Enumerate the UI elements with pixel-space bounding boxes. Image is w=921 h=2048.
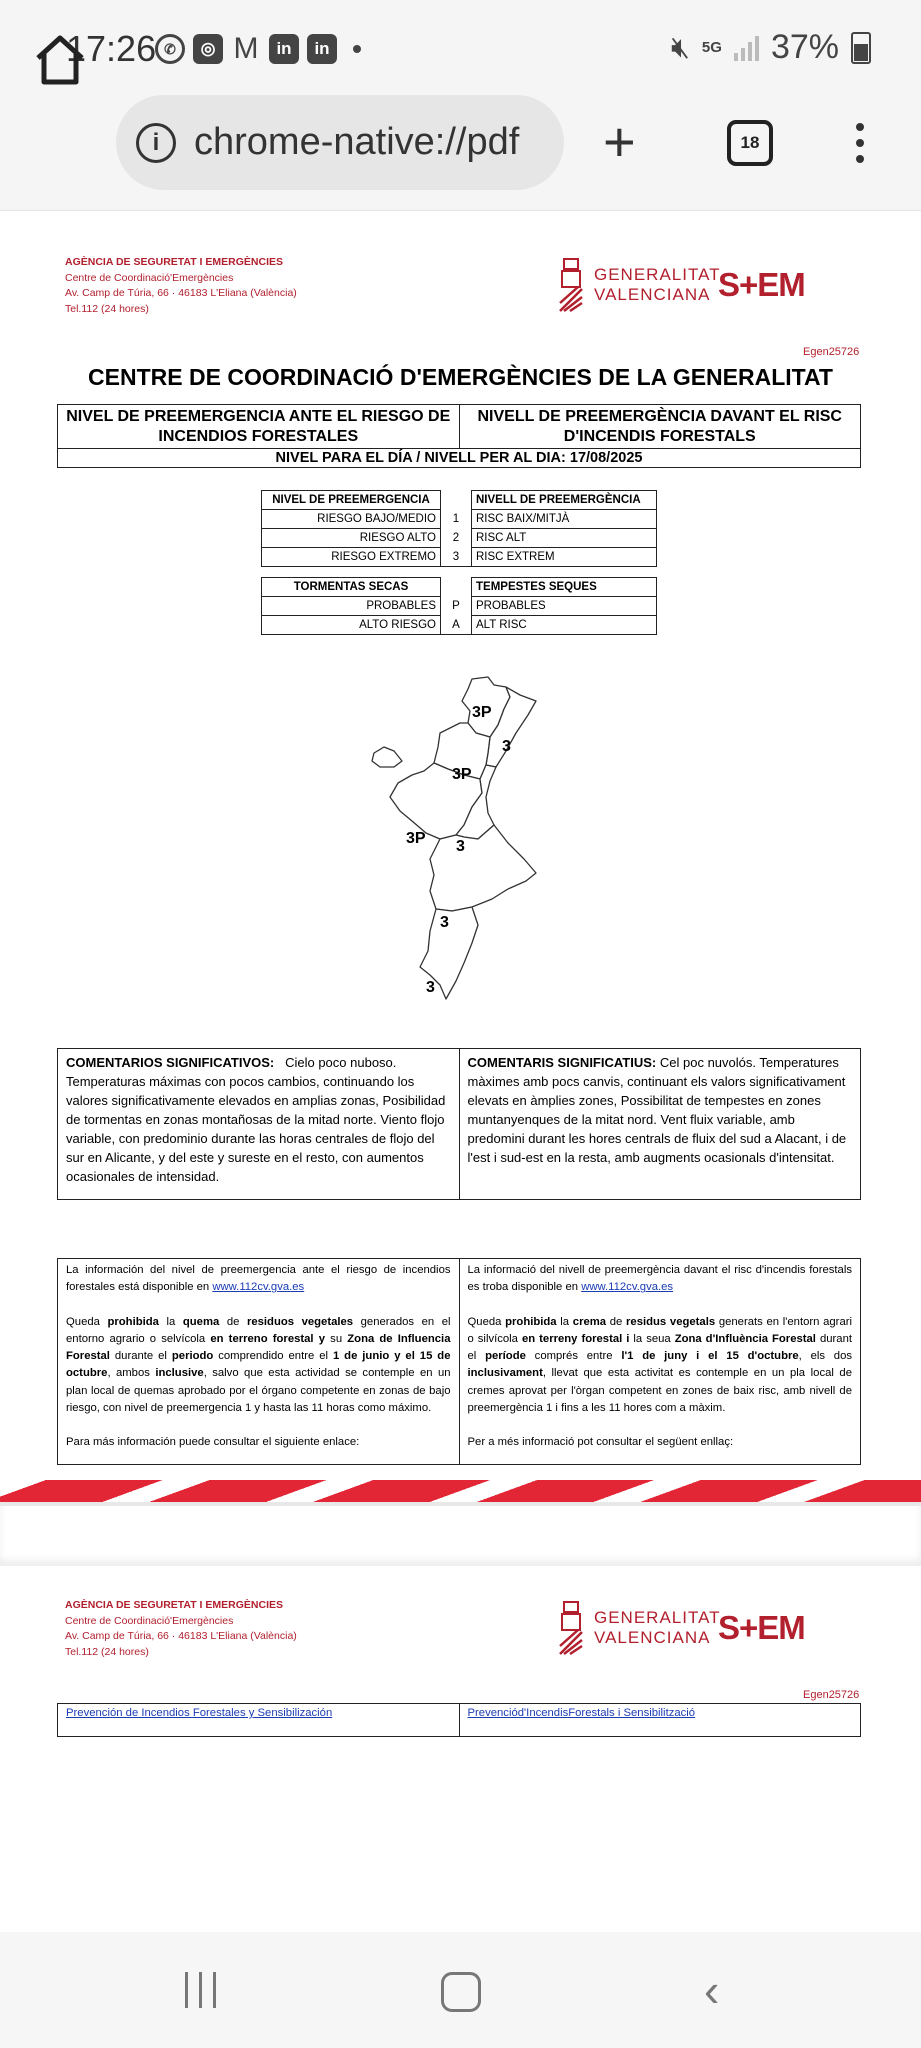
info-va	[459, 1259, 861, 1465]
subtitle-es: NIVEL DE PREEMERGENCIA ANTE EL RIESGO DE INCENDIOS FORESTALES	[58, 405, 460, 449]
url-text[interactable]: chrome-native://pdf	[194, 121, 520, 163]
doc-code: Egen25726	[803, 1689, 860, 1701]
notification-icons	[155, 34, 361, 64]
whatsapp-icon: ✆	[155, 34, 185, 64]
map-label: 3P	[406, 830, 426, 847]
agency-street: Av. Camp de Túria, 66 · 46183 L'Eliana (València)	[65, 287, 297, 299]
info-va-more: Per a més informació pot consultar el següent enllaç:	[467, 1436, 734, 1449]
gv-crest-icon	[558, 257, 584, 313]
instagram-icon: ◎	[193, 34, 223, 64]
map-label: 3	[440, 914, 449, 931]
mute-icon: 🔇︎	[671, 30, 690, 64]
more-notifications-icon	[353, 45, 361, 53]
generalitat-logo-page2	[558, 1600, 721, 1656]
storms-code: A	[441, 616, 472, 635]
gv-name-line2: VALENCIANA	[594, 1628, 711, 1647]
storms-es: PROBABLES	[262, 597, 441, 616]
link-cell-es	[58, 1704, 460, 1737]
legend-es: RIESGO EXTREMO	[262, 548, 441, 567]
storms-va: PROBABLES	[472, 597, 657, 616]
site-info-icon[interactable]: i	[136, 123, 176, 163]
agency-center: Centre de Coordinació'Emergències	[65, 271, 234, 284]
legend-va: RISC ALT	[472, 529, 657, 548]
document-title: CENTRE DE COORDINACIÓ D'EMERGÈNCIES DE LA GENERALITAT	[88, 364, 833, 390]
signal-icon	[734, 35, 759, 61]
legend-code: 1	[441, 510, 472, 529]
map-label: 3P	[472, 704, 492, 721]
generalitat-logo	[558, 257, 721, 313]
info-table	[57, 1258, 861, 1465]
table-row	[262, 529, 657, 548]
region-map	[360, 675, 550, 1015]
agency-name: AGÈNCIA DE SEGURETAT I EMERGÈNCIES	[65, 256, 283, 268]
more-menu-icon[interactable]	[856, 123, 864, 171]
map-label: 3	[426, 979, 435, 996]
agency-name: AGÈNCIA DE SEGURETAT I EMERGÈNCIES	[65, 1599, 283, 1611]
sem-logo: S+EM	[718, 1609, 805, 1646]
battery-level: 37%	[770, 28, 839, 66]
agency-address	[65, 255, 297, 317]
map-label: 3	[502, 738, 511, 755]
info-es	[58, 1259, 460, 1465]
map-label: 3P	[452, 766, 472, 783]
gv-crest-icon	[558, 1600, 584, 1656]
table-row	[262, 510, 657, 529]
status-time: 17:26	[66, 28, 157, 69]
storms-es: ALTO RIESGO	[262, 616, 441, 635]
system-icons	[671, 28, 871, 67]
legend-va: RISC EXTREM	[472, 548, 657, 567]
home-button[interactable]	[441, 1972, 481, 2012]
info-es-more: Para más información puede consultar el siguiente enlace:	[66, 1436, 360, 1449]
agency-center: Centre de Coordinació'Emergències	[65, 1614, 234, 1627]
gmail-icon: M	[233, 32, 259, 65]
comments-es-label: COMENTARIOS SIGNIFICATIVOS:	[66, 1055, 275, 1070]
map-label: 3	[456, 838, 465, 855]
link-cell-va	[459, 1704, 861, 1737]
legend-es: RIESGO BAJO/MEDIO	[262, 510, 441, 529]
recent-apps-button[interactable]	[185, 1972, 216, 2008]
new-tab-button[interactable]: +	[603, 110, 636, 173]
home-icon[interactable]	[30, 30, 90, 90]
gva-link[interactable]: www.112cv.gva.es	[581, 1281, 674, 1294]
gv-name-line1: GENERALITAT	[594, 265, 721, 284]
legend-code: 3	[441, 548, 472, 567]
subtitle-table	[57, 404, 861, 468]
storms-header-es: TORMENTAS SECAS	[262, 578, 441, 597]
date-line: NIVEL PARA EL DÍA / NIVELL PER AL DIA: 17/08/2025	[58, 449, 861, 468]
info-va-intro: La informació del nivell de preemergència davant el risc d'incendis forestals es troba disponible en	[467, 1264, 852, 1294]
address-bar[interactable]	[116, 95, 564, 190]
battery-icon	[851, 32, 871, 64]
subtitle-va: NIVELL DE PREEMERGÈNCIA DAVANT EL RISC D'INCENDIS FORESTALS	[459, 405, 861, 449]
back-button[interactable]: ‹	[704, 1964, 720, 2016]
table-row	[262, 548, 657, 567]
comments-es	[58, 1049, 460, 1200]
linkedin-icon: in	[269, 34, 299, 64]
info-es-intro: La información del nivel de preemergencia ante el riesgo de incendios forestales está disponible en	[66, 1264, 451, 1294]
comments-va-text: Cel poc nuvolós. Temperatures màximes amb pocs canvis, continuant els valors significativament elevats en àmplies zones, Possibilitat de tempestes en zones muntanyenques de la mitat nord. Vent fluix variable, amb predomini durant les hores centrals de fluix del sud a Alacant, i de l'est i sud-est en la resta, amb augments ocasionals d'intensitat.	[467, 1055, 847, 1165]
storms-header-va: TEMPESTES SEQUES	[472, 578, 657, 597]
network-type: 5G	[701, 39, 722, 56]
storms-code: P	[441, 597, 472, 616]
comments-table	[57, 1048, 861, 1200]
linkedin-icon: in	[307, 34, 337, 64]
agency-phone: Tel.112 (24 hores)	[65, 302, 149, 315]
gv-name-line1: GENERALITAT	[594, 1608, 721, 1627]
legend-header-va: NIVELL DE PREEMERGÈNCIA	[472, 491, 657, 510]
page-separator	[0, 1502, 921, 1566]
tab-switcher-button[interactable]: 18	[727, 120, 773, 166]
table-row	[262, 597, 657, 616]
prevention-link-va[interactable]: Prevenciód'IncendisForestals i Sensibilització	[467, 1707, 696, 1719]
info-va-prohibition: Queda prohibida la crema de residus vegetals generats en l'entorn agrari o silvícola en terreny forestal i la seua Zona d'Influència Forestal durant el període comprés entre l'1 de juny i el 15 d'octubre, els dos inclusivament, llevat que esta activitat es contemple en un pla local de cremes aprovat per l'òrgan competent en zones de baix risc, amb nivell de preemergència 1 i fins a les 11 hores com a màxim.	[467, 1315, 853, 1415]
agency-phone: Tel.112 (24 hores)	[65, 1645, 149, 1658]
agency-address-page2	[65, 1598, 297, 1660]
comments-va	[459, 1049, 861, 1200]
legend-code: 2	[441, 529, 472, 548]
storms-va: ALT RISC	[472, 616, 657, 635]
doc-code: Egen25726	[803, 346, 860, 358]
info-es-prohibition: Queda prohibida la quema de residuos vegetales generados en el entorno agrario o selvícola en terreno forestal y su Zona de Influencia Forestal durante el periodo comprendido entre el 1 de junio y el 15 de octubre, ambos inclusive, salvo que esta actividad se contemple en un plan local de quemas aprobado por el órgano competente en zonas de bajo riesgo, con nivel de preemergencia 1 y hasta las 11 horas como máximo.	[66, 1315, 451, 1415]
page-break-tape	[0, 1480, 921, 1502]
dry-storms-legend-table	[261, 577, 657, 635]
comments-va-label: COMENTARIS SIGNIFICATIUS:	[467, 1055, 657, 1070]
legend-es: RIESGO ALTO	[262, 529, 441, 548]
gv-name-line2: VALENCIANA	[594, 285, 711, 304]
prevention-link-es[interactable]: Prevención de Incendios Forestales y Sensibilización	[66, 1707, 333, 1719]
map-zone-south-central	[430, 825, 536, 911]
legend-va: RISC BAIX/MITJÀ	[472, 510, 657, 529]
gva-link[interactable]: www.112cv.gva.es	[212, 1281, 305, 1294]
map-zone-enclave	[372, 747, 402, 767]
table-row	[262, 616, 657, 635]
preemergency-legend-table	[261, 490, 657, 567]
sem-logo: S+EM	[718, 266, 805, 303]
links-table	[57, 1703, 861, 1737]
agency-street: Av. Camp de Túria, 66 · 46183 L'Eliana (València)	[65, 1630, 297, 1642]
legend-header-es: NIVEL DE PREEMERGENCIA	[262, 491, 441, 510]
comments-es-text: Cielo poco nuboso. Temperaturas máximas con pocos cambios, continuando los valores significativamente elevados en amplias zonas, Posibilidad de tormentas en zonas montañosas de la mitad norte. Viento flojo variable, con predominio durante las horas centrales de flojo del sur en Alicante, y del este y sureste en el resto, con aumentos ocasionales de intensidad.	[66, 1055, 446, 1184]
